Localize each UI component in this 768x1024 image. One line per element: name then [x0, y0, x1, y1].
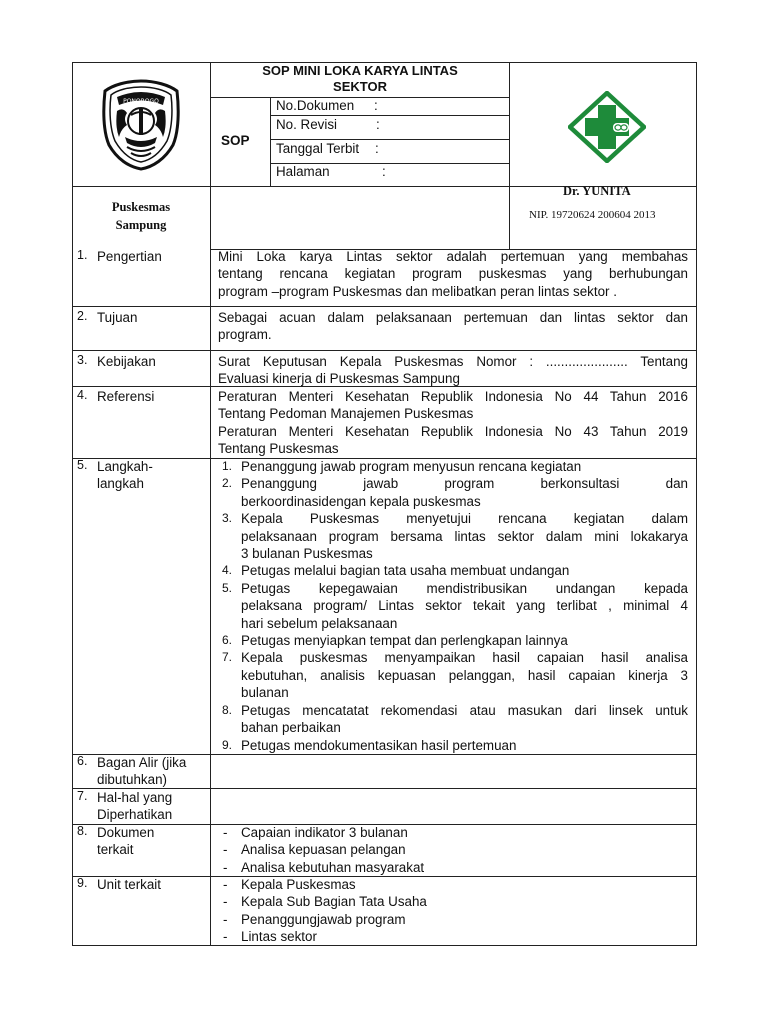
- section-label: Unit terkait: [97, 877, 161, 892]
- section-number: 8.: [77, 824, 88, 838]
- sop-title-line2: SEKTOR: [333, 79, 387, 94]
- section-number: 6.: [77, 754, 88, 768]
- signer-name: Dr. YUNITA: [563, 184, 631, 198]
- section-number: 2.: [77, 309, 88, 323]
- ponorogo-regency-logo: [97, 79, 185, 171]
- section-number: 1.: [77, 248, 88, 262]
- section-number: 9.: [77, 876, 88, 890]
- section-content: Mini Loka karya Lintas sektor adalah pertemuan yang membahas tentang rencana kegiatan program puskesmas yang berhubungan program –program Puskesmas dan melibatkan peran lintas sektor .: [218, 249, 688, 299]
- section-label: Hal-hal yang Diperhatikan: [97, 790, 173, 823]
- signer-nip: NIP. 19720624 200604 2013: [529, 209, 656, 221]
- field-halaman: Halaman :: [276, 164, 386, 179]
- list-item: - Penanggungjawab program: [223, 911, 406, 927]
- section-number: 5.: [77, 458, 88, 472]
- related-documents-list: [218, 824, 688, 876]
- section-content: Surat Keputusan Kepala Puskesmas Nomor : ...................... Tentang Evaluasi kinerja di Puskesmas Sampung: [218, 354, 688, 387]
- logo-banner-text: PONOROGO: [123, 98, 159, 105]
- step-item: 4. Petugas melalui bagian tata usaha membuat undangan: [222, 563, 570, 579]
- list-item: - Kepala Sub Bagian Tata Usaha: [223, 894, 427, 910]
- section-content: Sebagai acuan dalam pelaksanaan pertemuan dan lintas sektor dan program.: [218, 310, 688, 343]
- step-item: 9. Petugas mendokumentasikan hasil pertemuan: [222, 737, 517, 753]
- list-item: - Kepala Puskesmas: [223, 877, 356, 892]
- section-label: Langkah- langkah: [97, 459, 153, 492]
- puskesmas-logo: [568, 91, 646, 163]
- step-item: 6. Petugas menyiapkan tempat dan perlengkapan lainnya: [222, 633, 568, 649]
- step-item: 2. Penanggung jawab program berkonsultasi dan berkoordinasidengan kepala puskesmas: [222, 476, 688, 509]
- list-item: - Analisa kepuasan pelangan: [223, 842, 406, 858]
- list-item: - Capaian indikator 3 bulanan: [223, 825, 408, 840]
- section-number: 4.: [77, 388, 88, 402]
- section-label: Pengertian: [97, 249, 162, 264]
- section-content: Peraturan Menteri Kesehatan Republik Indonesia No 44 Tahun 2016 Tentang Pedoman Manajemen Puskesmas Peraturan Menteri Kesehatan Republik Indonesia No 43 Tahun 2019 Tentang Puskesmas: [218, 389, 688, 457]
- section-label: Kebijakan: [97, 354, 156, 369]
- sop-title-line1: SOP MINI LOKA KARYA LINTAS: [262, 63, 458, 78]
- step-item: 3. Kepala Puskesmas menyetujui rencana kegiatan dalam pelaksanaan program bersama lintas sektor dalam mini lokakarya 3 bulanan Puskesmas: [222, 511, 688, 562]
- sop-label: SOP: [221, 133, 250, 148]
- section-number: 3.: [77, 353, 88, 367]
- section-label: Referensi: [97, 389, 155, 404]
- section-number: 7.: [77, 789, 88, 803]
- section-label: Dokumen terkait: [97, 825, 155, 858]
- step-item: 8. Petugas mencatatat rekomendasi atau masukan dari linsek untuk bahan perbaikan: [222, 702, 688, 736]
- list-item: - Analisa kebutuhan masyarakat: [223, 859, 425, 875]
- section-label: Bagan Alir (jika dibutuhkan): [97, 755, 187, 788]
- step-item: 1. Penanggung jawab program menyusun rencana kegiatan: [222, 459, 582, 474]
- field-tanggal-terbit: Tanggal Terbit :: [276, 141, 379, 156]
- step-item: 5. Petugas kepegawaian mendistribusikan undangan kepada pelaksana program/ Lintas sektor tekait yang terlibat , minimal 4 hari sebelum pelaksanaan: [222, 580, 688, 631]
- related-units-list: [218, 876, 688, 946]
- step-item: 7. Kepala puskesmas menyampaikan hasil capaian hasil analisa kebutuhan, analisis kepuasan pelanggan, hasil capaian kinerja 3 bulanan: [222, 650, 688, 701]
- steps-list: [218, 458, 688, 754]
- list-item: - Lintas sektor: [223, 929, 317, 945]
- field-no-revisi: No. Revisi :: [276, 117, 380, 132]
- org-name: Puskesmas Sampung: [111, 200, 171, 232]
- sop-document: [72, 62, 697, 946]
- section-label: Tujuan: [97, 310, 138, 325]
- field-no-dokumen: No.Dokumen :: [276, 98, 378, 113]
